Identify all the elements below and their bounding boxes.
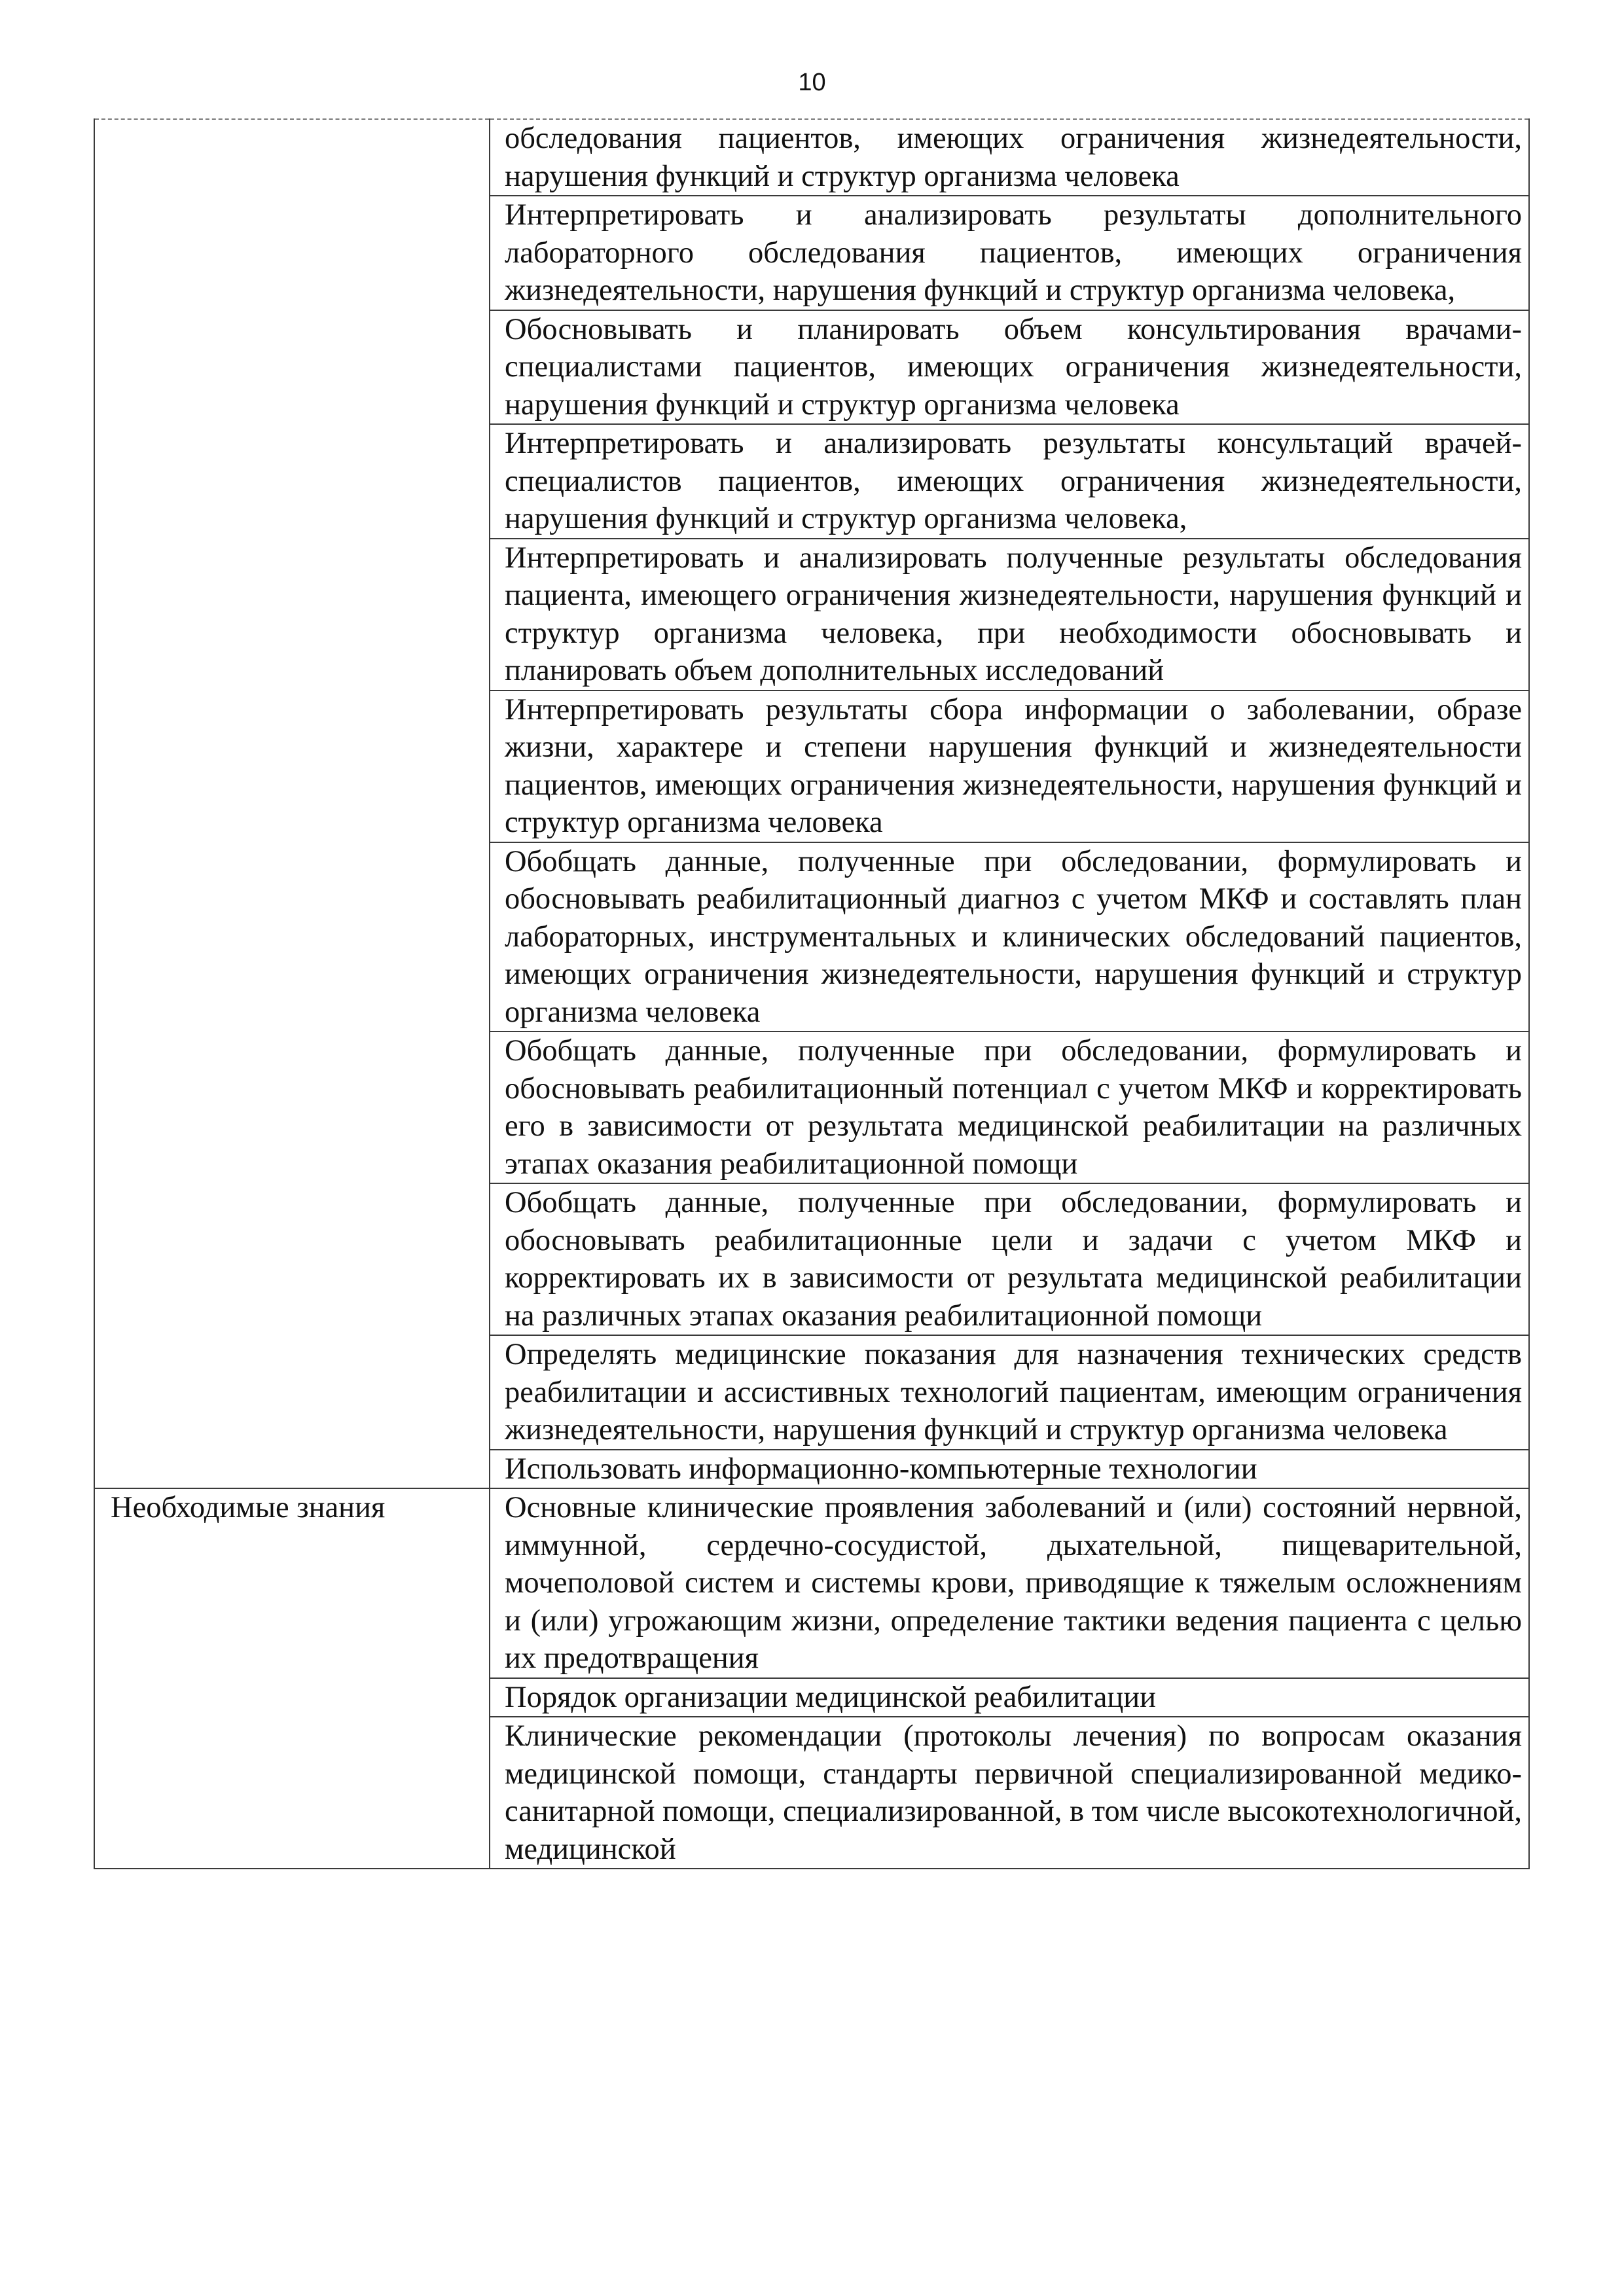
skill-item: Обобщать данные, полученные при обследовании, формулировать и обосновывать реабилитационный потенциал с учетом МКФ и корректировать его в зависимости от результата медицинской реабилитации на различных этапах оказания реабилитационной помощи xyxy=(490,1031,1529,1183)
skill-item: Обобщать данные, полученные при обследовании, формулировать и обосновывать реабилитационный диагноз с учетом МКФ и составлять план лабораторных, инструментальных и клинических обследований пациентов, имеющих ограничения жизнедеятельности, нарушения функций и структур организма человека xyxy=(490,842,1529,1032)
row-label-knowledge: Необходимые знания xyxy=(94,1488,490,1869)
knowledge-item: Основные клинические проявления заболеваний и (или) состояний нервной, иммунной, сердечно-сосудистой, дыхательной, пищеварительной, мочеполовой систем и системы крови, приводящие к тяжелым осложнениям и (или) угрожающим жизни, определение тактики ведения пациента с целью их предотвращения xyxy=(490,1488,1529,1678)
skill-item: Определять медицинские показания для назначения технических средств реабилитации и ассистивных технологий пациентам, имеющим ограничения жизнедеятельности, нарушения функций и структур организма человека xyxy=(490,1335,1529,1450)
table-row xyxy=(94,1488,1529,1678)
skill-item: Использовать информационно-компьютерные технологии xyxy=(490,1450,1529,1489)
skill-item: Обосновывать и планировать объем консультирования врачами-специалистами пациентов, имеющих ограничения жизнедеятельности, нарушения функций и структур организма человека xyxy=(490,310,1529,425)
skill-item: Интерпретировать и анализировать результаты консультаций врачей-специалистов пациентов, имеющих ограничения жизнедеятельности, нарушения функций и структур организма человека, xyxy=(490,424,1529,539)
skill-item: Обобщать данные, полученные при обследовании, формулировать и обосновывать реабилитационные цели и задачи с учетом МКФ и корректировать их в зависимости от результата медицинской реабилитации на различных этапах оказания реабилитационной помощи xyxy=(490,1183,1529,1335)
skill-item: Интерпретировать и анализировать результаты дополнительного лабораторного обследования пациентов, имеющих ограничения жизнедеятельности, нарушения функций и структур организма человека, xyxy=(490,196,1529,310)
skill-item: Интерпретировать результаты сбора информации о заболевании, образе жизни, характере и степени нарушения функций и жизнедеятельности пациентов, имеющих ограничения жизнедеятельности, нарушения функций и структур организма человека xyxy=(490,691,1529,842)
skill-item: обследования пациентов, имеющих ограничения жизнедеятельности, нарушения функций и структур организма человека xyxy=(490,119,1529,196)
requirements-table xyxy=(94,118,1530,1869)
table-row xyxy=(94,119,1529,196)
page-number: 10 xyxy=(798,69,826,96)
knowledge-item: Клинические рекомендации (протоколы лечения) по вопросам оказания медицинской помощи, стандарты первичной специализированной медико-санитарной помощи, специализированной, в том числе высокотехнологичной, медицинской xyxy=(490,1717,1529,1869)
knowledge-item: Порядок организации медицинской реабилитации xyxy=(490,1678,1529,1717)
row-label-skills xyxy=(94,119,490,1488)
skill-item: Интерпретировать и анализировать полученные результаты обследования пациента, имеющего ограничения жизнедеятельности, нарушения функций и структур организма человека, при необходимости обосновывать и планировать объем дополнительных исследований xyxy=(490,539,1529,691)
